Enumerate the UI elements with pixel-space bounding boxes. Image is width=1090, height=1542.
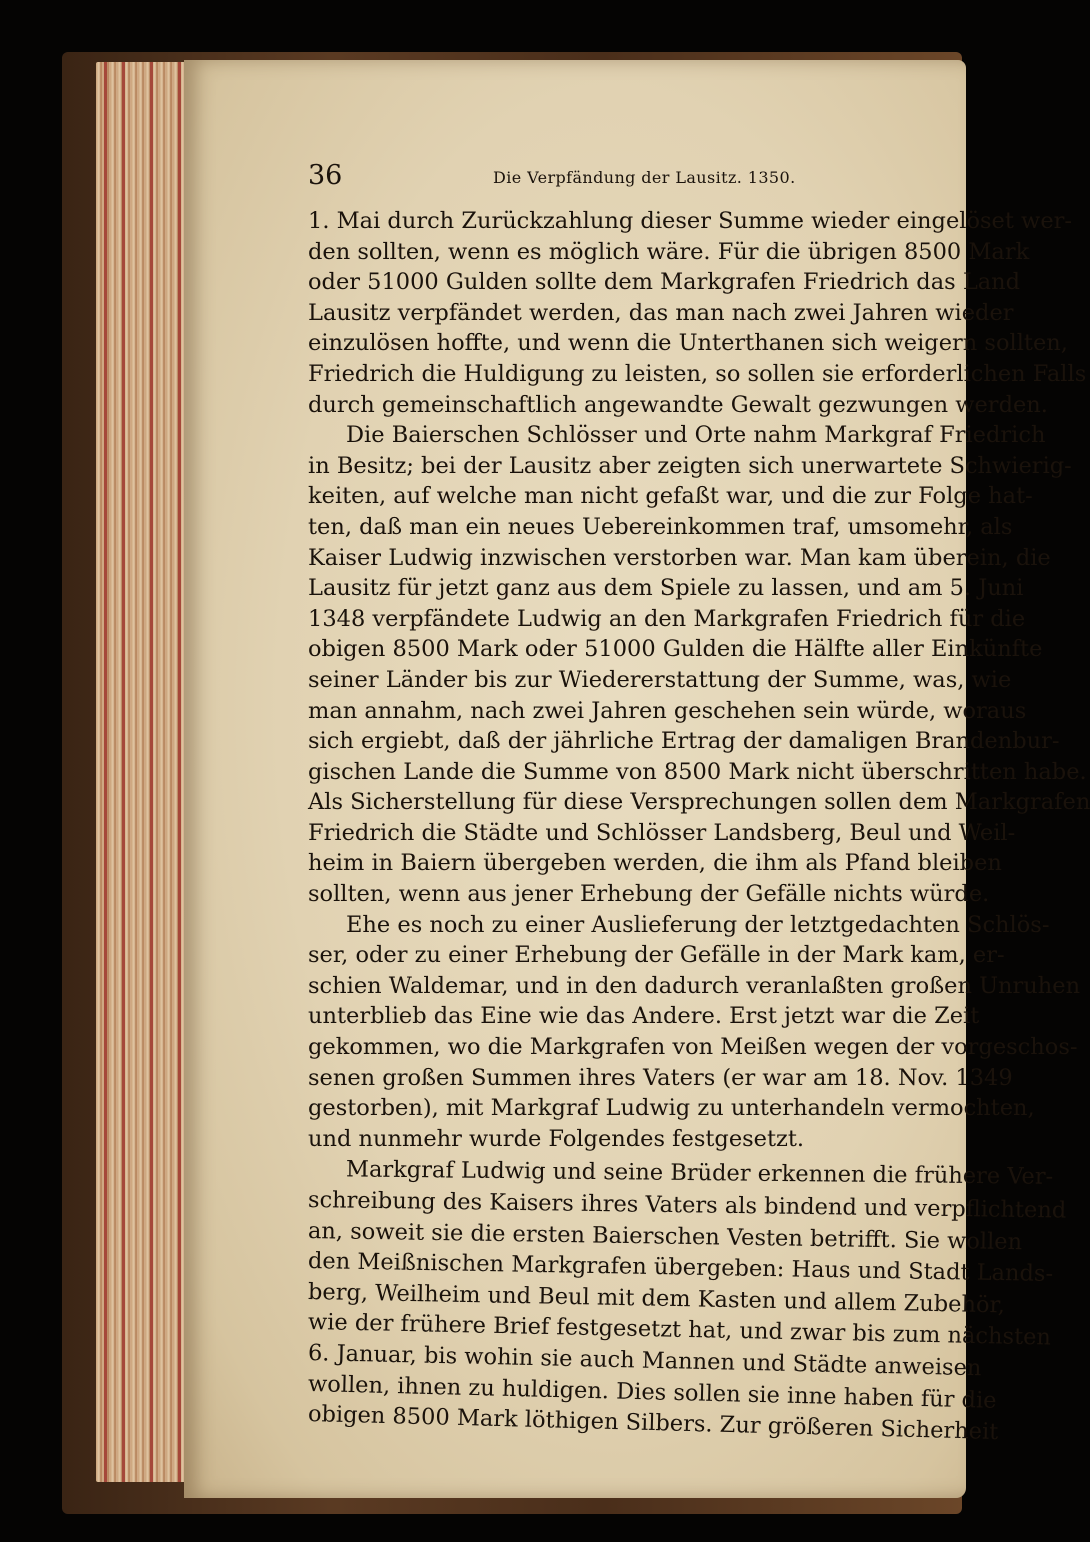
text-line: oder 51000 Gulden sollte dem Markgrafen Friedrich das Land: [308, 269, 1021, 296]
page-number: 36: [308, 160, 343, 191]
text-line: man annahm, nach zwei Jahren geschehen sein würde, woraus: [308, 697, 1027, 724]
text-line: an, soweit sie die ersten Baierschen Vesten betrifft. Sie wollen: [307, 1217, 1023, 1255]
text-line: sich ergiebt, daß der jährliche Ertrag der damaligen Brandenbur-: [308, 728, 1060, 755]
text-line: Kaiser Ludwig inzwischen verstorben war. Man kam überein, die: [308, 544, 1051, 571]
page-edge-line: [150, 62, 153, 1482]
text-line: gekommen, wo die Markgrafen von Meißen wegen der vorgeschos-: [308, 1034, 1078, 1061]
text-line: schien Waldemar, und in den dadurch veranlaßten großen Unruhen: [308, 972, 1081, 999]
text-line: Lausitz verpfändet werden, das man nach zwei Jahren wieder: [308, 299, 1014, 326]
text-line: Die Baierschen Schlösser und Orte nahm Markgraf Friedrich: [346, 422, 1046, 449]
text-line: wie der frühere Brief festgesetzt hat, und zwar bis zum nächsten: [307, 1309, 1052, 1351]
text-line: gischen Lande die Summe von 8500 Mark nicht überschritten habe.: [308, 758, 1087, 785]
text-line: den Meißnischen Markgrafen übergeben: Haus und Stadt Lands-: [307, 1248, 1054, 1288]
text-line: wollen, ihnen zu huldigen. Dies sollen sie inne haben für die: [307, 1370, 997, 1414]
text-line: heim in Baiern übergeben werden, die ihm als Pfand bleiben: [308, 850, 1002, 877]
text-line: senen großen Summen ihres Vaters (er war am 18. Nov. 1349: [308, 1064, 1013, 1091]
text-line: ten, daß man ein neues Uebereinkommen traf, umsomehr, als: [308, 513, 1013, 540]
text-line: Friedrich die Städte und Schlösser Landsberg, Beul und Weil-: [308, 819, 1016, 846]
text-line: obigen 8500 Mark oder 51000 Gulden die Hälfte aller Einkünfte: [308, 636, 1043, 663]
text-line: Friedrich die Huldigung zu leisten, so sollen sie erforderlichen Falls: [308, 360, 1087, 387]
page-header: [308, 160, 940, 192]
text-line: seiner Länder bis zur Wiedererstattung der Summe, was, wie: [308, 666, 1012, 693]
text-line: schreibung des Kaisers ihres Vaters als bindend und verpflichtend: [307, 1187, 1067, 1224]
text-line: in Besitz; bei der Lausitz aber zeigten sich unerwartete Schwierig-: [308, 452, 1072, 479]
text-line: unterblieb das Eine wie das Andere. Erst jetzt war die Zeit: [308, 1003, 980, 1030]
text-line: Als Sicherstellung für diese Versprechungen sollen dem Markgrafen: [308, 789, 1090, 816]
text-line: durch gemeinschaftlich angewandte Gewalt gezwungen werden.: [308, 391, 1048, 418]
text-line: einzulösen hoffte, und wenn die Unterthanen sich weigern sollten,: [308, 330, 1068, 357]
body-text: [307, 206, 1090, 1446]
text-line: 6. Januar, bis wohin sie auch Mannen und Städte anweisen: [307, 1339, 982, 1382]
text-line: sollten, wenn aus jener Erhebung der Gefälle nichts würde.: [308, 881, 990, 908]
text-line: den sollten, wenn es möglich wäre. Für die übrigen 8500 Mark: [308, 238, 1030, 265]
text-line: gestorben), mit Markgraf Ludwig zu unterhandeln vermochten,: [308, 1095, 1035, 1122]
text-line: Markgraf Ludwig und seine Brüder erkennen die frühere Ver-: [345, 1156, 1054, 1191]
text-line: berg, Weilheim und Beul mit dem Kasten und allem Zubehör,: [307, 1278, 1006, 1319]
page-edges: [96, 62, 186, 1482]
text-line: 1. Mai durch Zurückzahlung dieser Summe wieder eingelöset wer-: [308, 208, 1072, 234]
text-line: Ehe es noch zu einer Auslieferung der letztgedachten Schlös-: [346, 911, 1050, 938]
text-line: ser, oder zu einer Erhebung der Gefälle in der Mark kam, er-: [308, 942, 1005, 969]
page-edge-line: [122, 62, 125, 1482]
text-line: Lausitz für jetzt ganz aus dem Spiele zu lassen, und am 5. Juni: [308, 575, 1024, 602]
text-line: und nunmehr wurde Folgendes festgesetzt.: [308, 1125, 805, 1152]
text-line: keiten, auf welche man nicht gefaßt war, und die zur Folge hat-: [308, 483, 1033, 510]
running-title: Die Verpfändung der Lausitz. 1350.: [493, 168, 796, 187]
text-line: obigen 8500 Mark löthigen Silbers. Zur größeren Sicherheit: [307, 1401, 999, 1446]
text-line: 1348 verpfändete Ludwig an den Markgrafen Friedrich für die: [308, 605, 1026, 632]
page-edge-line: [178, 62, 181, 1482]
page-edge-line: [104, 62, 107, 1482]
